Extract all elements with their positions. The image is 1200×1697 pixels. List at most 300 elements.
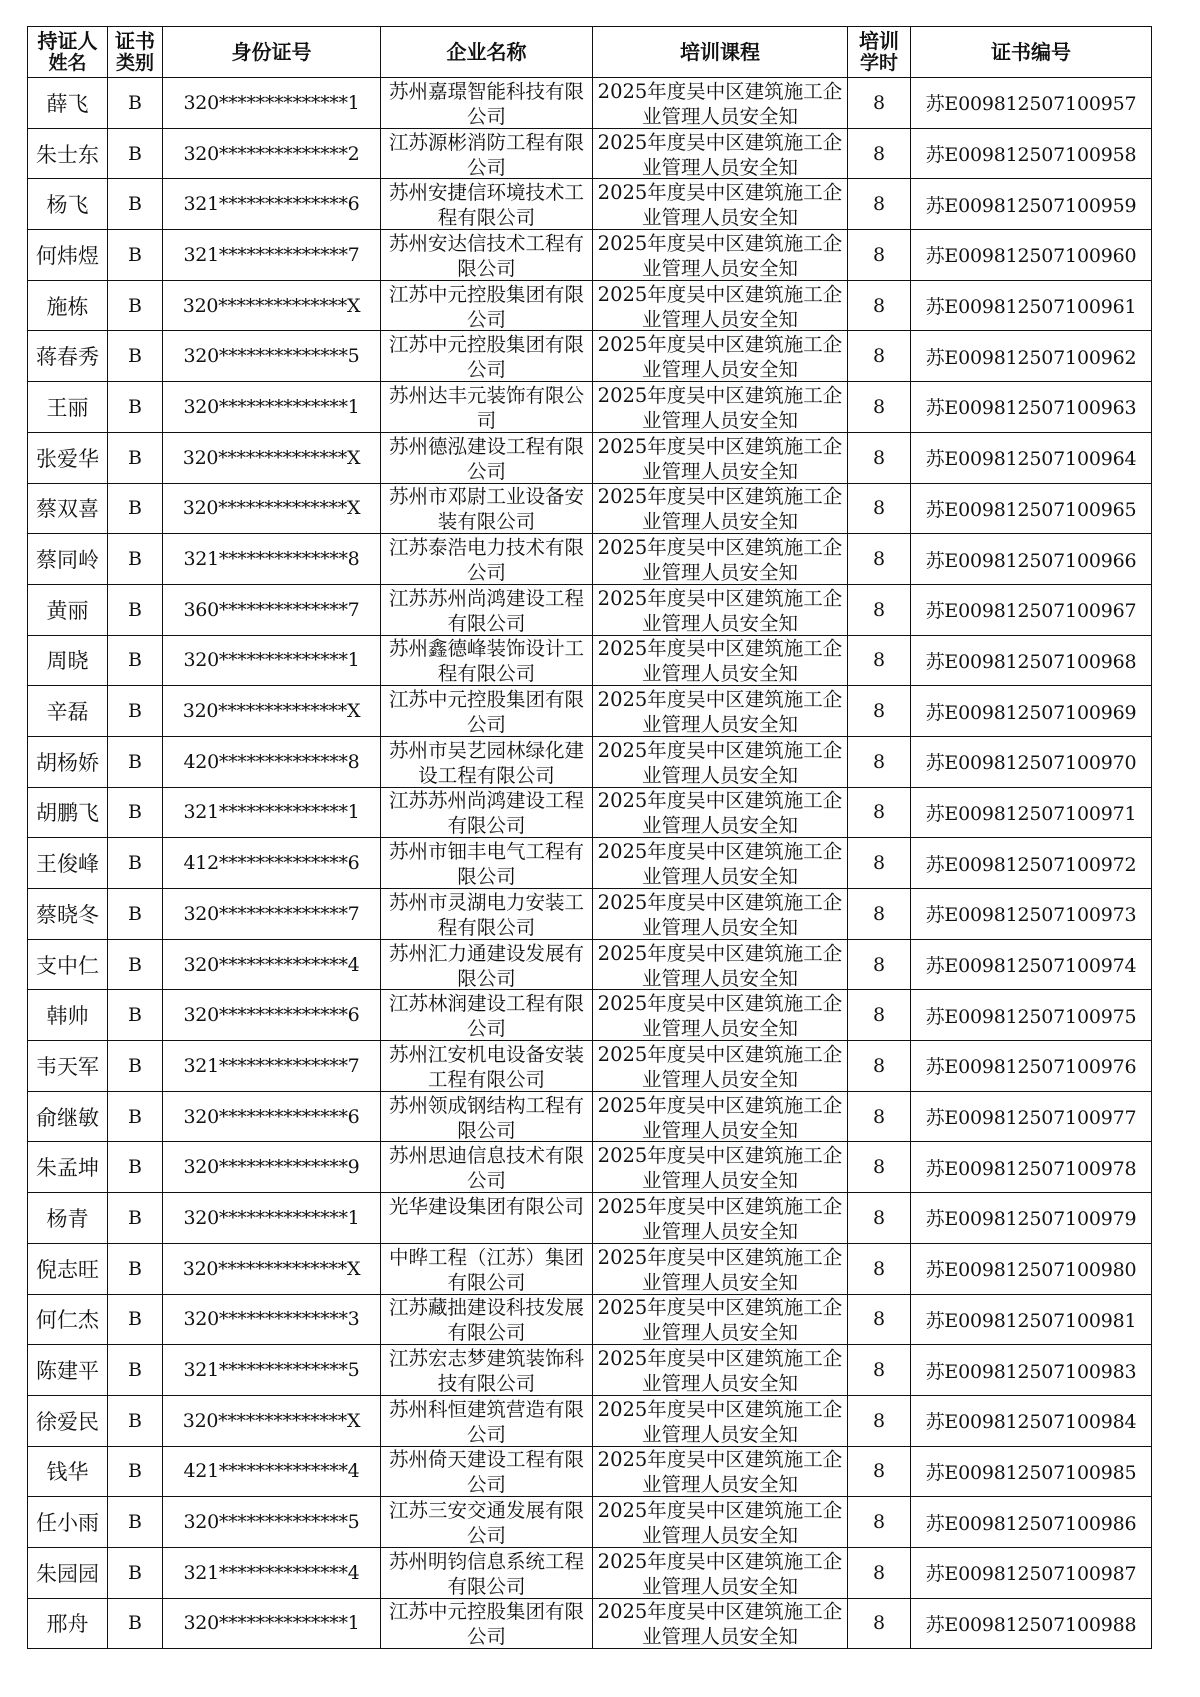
company-name-cell-text: 苏州领成钢结构工程有限公司	[388, 1093, 584, 1141]
certificate-category-cell: B	[108, 1041, 163, 1092]
certificate-number-cell: 苏E009812507100963	[911, 382, 1152, 433]
training-hours-cell: 8	[848, 534, 911, 585]
table-row	[28, 635, 1152, 686]
certificate-category-cell: B	[108, 1547, 163, 1598]
company-name-cell-text: 中晔工程（江苏）集团有限公司	[388, 1245, 584, 1293]
certificate-number-cell: 苏E009812507100979	[911, 1193, 1152, 1244]
table-row	[28, 534, 1152, 585]
company-name-cell-text: 苏州汇力通建设发展有限公司	[388, 941, 584, 989]
id-number-cell: 321**************6	[163, 179, 381, 230]
company-name-cell-text: 江苏中元控股集团有限公司	[388, 282, 584, 330]
certificate-category-cell: B	[108, 331, 163, 382]
certificate-number-cell: 苏E009812507100969	[911, 686, 1152, 737]
id-number-cell: 321**************7	[163, 1041, 381, 1092]
certificate-number-cell: 苏E009812507100959	[911, 179, 1152, 230]
id-number-cell: 412**************6	[163, 838, 381, 889]
training-course-cell	[593, 1193, 848, 1244]
training-course-cell	[593, 889, 848, 940]
id-number-cell: 321**************7	[163, 230, 381, 281]
table-body	[28, 78, 1152, 1649]
training-course-cell-text: 2025年度吴中区建筑施工企业管理人员安全知	[597, 586, 843, 634]
certificate-number-cell: 苏E009812507100972	[911, 838, 1152, 889]
certificate-number-cell: 苏E009812507100985	[911, 1446, 1152, 1497]
table-row	[28, 939, 1152, 990]
id-number-cell: 320**************1	[163, 1598, 381, 1649]
holder-name-cell: 钱华	[28, 1446, 108, 1497]
training-hours-cell: 8	[848, 787, 911, 838]
company-name-cell	[381, 1497, 593, 1548]
certificate-number-cell: 苏E009812507100981	[911, 1294, 1152, 1345]
holder-name-cell: 倪志旺	[28, 1243, 108, 1294]
training-hours-cell: 8	[848, 584, 911, 635]
training-course-cell-text: 2025年度吴中区建筑施工企业管理人员安全知	[597, 688, 843, 736]
training-course-cell	[593, 838, 848, 889]
company-name-cell	[381, 1041, 593, 1092]
certificate-category-cell: B	[108, 686, 163, 737]
certificate-category-cell: B	[108, 1091, 163, 1142]
training-course-cell	[593, 1345, 848, 1396]
certificate-category-cell: B	[108, 939, 163, 990]
table-row	[28, 331, 1152, 382]
training-hours-cell: 8	[848, 1142, 911, 1193]
training-course-cell-text: 2025年度吴中区建筑施工企业管理人员安全知	[597, 1347, 843, 1395]
id-number-cell: 320**************2	[163, 128, 381, 179]
training-hours-cell: 8	[848, 1243, 911, 1294]
training-course-cell	[593, 331, 848, 382]
id-number-cell: 320**************X	[163, 432, 381, 483]
training-course-cell-text: 2025年度吴中区建筑施工企业管理人员安全知	[597, 1600, 843, 1648]
table-row	[28, 280, 1152, 331]
company-name-cell	[381, 483, 593, 534]
company-name-cell	[381, 1446, 593, 1497]
training-hours-cell: 8	[848, 889, 911, 940]
training-course-cell-text: 2025年度吴中区建筑施工企业管理人员安全知	[597, 333, 843, 381]
certificate-number-cell: 苏E009812507100970	[911, 736, 1152, 787]
company-name-cell-text: 江苏三安交通发展有限公司	[388, 1499, 584, 1547]
company-name-cell	[381, 1345, 593, 1396]
table-row	[28, 1395, 1152, 1446]
holder-name-cell: 薛飞	[28, 78, 108, 129]
holder-name-cell: 陈建平	[28, 1345, 108, 1396]
training-course-cell	[593, 584, 848, 635]
training-hours-cell: 8	[848, 736, 911, 787]
training-course-cell	[593, 635, 848, 686]
training-course-cell	[593, 1091, 848, 1142]
certificate-number-cell: 苏E009812507100962	[911, 331, 1152, 382]
header-course: 培训课程	[593, 27, 848, 78]
table-row	[28, 584, 1152, 635]
id-number-cell: 320**************X	[163, 483, 381, 534]
certificate-category-cell: B	[108, 128, 163, 179]
certificate-category-cell: B	[108, 1446, 163, 1497]
holder-name-cell: 蔡双喜	[28, 483, 108, 534]
header-name: 持证人 姓名	[28, 27, 108, 78]
certificate-number-cell: 苏E009812507100971	[911, 787, 1152, 838]
header-id-number: 身份证号	[163, 27, 381, 78]
training-course-cell-text: 2025年度吴中区建筑施工企业管理人员安全知	[597, 738, 843, 786]
table-row	[28, 1345, 1152, 1396]
training-course-cell	[593, 787, 848, 838]
holder-name-cell: 韦天军	[28, 1041, 108, 1092]
certificate-category-cell: B	[108, 382, 163, 433]
company-name-cell-text: 苏州市灵湖电力安装工程有限公司	[388, 890, 584, 938]
table-row	[28, 889, 1152, 940]
certificate-category-cell: B	[108, 1598, 163, 1649]
certificate-category-cell: B	[108, 78, 163, 129]
training-course-cell-text: 2025年度吴中区建筑施工企业管理人员安全知	[597, 1194, 843, 1242]
holder-name-cell: 朱孟坤	[28, 1142, 108, 1193]
training-hours-cell: 8	[848, 1446, 911, 1497]
training-hours-cell: 8	[848, 331, 911, 382]
certificate-category-cell: B	[108, 179, 163, 230]
company-name-cell-text: 苏州德泓建设工程有限公司	[388, 434, 584, 482]
training-hours-cell: 8	[848, 382, 911, 433]
training-hours-cell: 8	[848, 1395, 911, 1446]
training-hours-cell: 8	[848, 838, 911, 889]
training-course-cell	[593, 128, 848, 179]
holder-name-cell: 支中仁	[28, 939, 108, 990]
certificate-number-cell: 苏E009812507100980	[911, 1243, 1152, 1294]
table-row	[28, 838, 1152, 889]
training-course-cell	[593, 939, 848, 990]
training-hours-cell: 8	[848, 1497, 911, 1548]
company-name-cell-text: 苏州明钧信息系统工程有限公司	[388, 1549, 584, 1597]
training-hours-cell: 8	[848, 280, 911, 331]
training-hours-cell: 8	[848, 1041, 911, 1092]
training-course-cell	[593, 1395, 848, 1446]
company-name-cell-text: 苏州科恒建筑营造有限公司	[388, 1397, 584, 1445]
holder-name-cell: 蔡同岭	[28, 534, 108, 585]
certificate-number-cell: 苏E009812507100964	[911, 432, 1152, 483]
company-name-cell-text: 江苏中元控股集团有限公司	[388, 688, 584, 736]
company-name-cell-text: 苏州市吴艺园林绿化建设工程有限公司	[388, 738, 584, 786]
training-course-cell-text: 2025年度吴中区建筑施工企业管理人员安全知	[597, 1093, 843, 1141]
certificate-number-cell: 苏E009812507100975	[911, 990, 1152, 1041]
holder-name-cell: 杨青	[28, 1193, 108, 1244]
training-course-cell	[593, 432, 848, 483]
id-number-cell: 320**************9	[163, 1142, 381, 1193]
training-course-cell-text: 2025年度吴中区建筑施工企业管理人员安全知	[597, 536, 843, 584]
certificate-number-cell: 苏E009812507100977	[911, 1091, 1152, 1142]
training-course-cell-text: 2025年度吴中区建筑施工企业管理人员安全知	[597, 434, 843, 482]
certificate-category-cell: B	[108, 787, 163, 838]
training-course-cell	[593, 78, 848, 129]
company-name-cell-text: 苏州嘉璟智能科技有限公司	[388, 79, 584, 127]
company-name-cell	[381, 331, 593, 382]
company-name-cell-text: 苏州安达信技术工程有限公司	[388, 231, 584, 279]
holder-name-cell: 何炜煜	[28, 230, 108, 281]
company-name-cell-text: 苏州市邓尉工业设备安装有限公司	[388, 485, 584, 533]
holder-name-cell: 俞继敏	[28, 1091, 108, 1142]
id-number-cell: 320**************1	[163, 78, 381, 129]
id-number-cell: 421**************4	[163, 1446, 381, 1497]
certificate-number-cell: 苏E009812507100988	[911, 1598, 1152, 1649]
training-course-cell	[593, 736, 848, 787]
company-name-cell	[381, 432, 593, 483]
company-name-cell-text: 苏州鑫德峰装饰设计工程有限公司	[388, 637, 584, 685]
holder-name-cell: 施栋	[28, 280, 108, 331]
training-hours-cell: 8	[848, 1547, 911, 1598]
company-name-cell	[381, 280, 593, 331]
certificate-roster-table	[27, 26, 1152, 1649]
certificate-category-cell: B	[108, 635, 163, 686]
training-course-cell	[593, 483, 848, 534]
company-name-cell	[381, 1193, 593, 1244]
training-course-cell-text: 2025年度吴中区建筑施工企业管理人员安全知	[597, 992, 843, 1040]
company-name-cell-text: 苏州市钿丰电气工程有限公司	[388, 840, 584, 888]
header-category: 证书 类别	[108, 27, 163, 78]
company-name-cell-text: 光华建设集团有限公司	[388, 1194, 584, 1218]
training-course-cell-text: 2025年度吴中区建筑施工企业管理人员安全知	[597, 1144, 843, 1192]
training-course-cell-text: 2025年度吴中区建筑施工企业管理人员安全知	[597, 789, 843, 837]
certificate-category-cell: B	[108, 1345, 163, 1396]
training-course-cell	[593, 1142, 848, 1193]
training-hours-cell: 8	[848, 939, 911, 990]
training-hours-cell: 8	[848, 635, 911, 686]
company-name-cell	[381, 990, 593, 1041]
certificate-number-cell: 苏E009812507100966	[911, 534, 1152, 585]
training-course-cell	[593, 1294, 848, 1345]
training-course-cell	[593, 1041, 848, 1092]
header-certificate-number: 证书编号	[911, 27, 1152, 78]
certificate-category-cell: B	[108, 1395, 163, 1446]
training-course-cell-text: 2025年度吴中区建筑施工企业管理人员安全知	[597, 383, 843, 431]
company-name-cell	[381, 78, 593, 129]
training-course-cell-text: 2025年度吴中区建筑施工企业管理人员安全知	[597, 840, 843, 888]
table-row	[28, 1142, 1152, 1193]
certificate-number-cell: 苏E009812507100973	[911, 889, 1152, 940]
company-name-cell	[381, 686, 593, 737]
table-row	[28, 1547, 1152, 1598]
holder-name-cell: 蒋春秀	[28, 331, 108, 382]
training-course-cell-text: 2025年度吴中区建筑施工企业管理人员安全知	[597, 890, 843, 938]
training-course-cell	[593, 1598, 848, 1649]
company-name-cell	[381, 838, 593, 889]
holder-name-cell: 杨飞	[28, 179, 108, 230]
table-row	[28, 230, 1152, 281]
company-name-cell	[381, 584, 593, 635]
certificate-number-cell: 苏E009812507100983	[911, 1345, 1152, 1396]
certificate-category-cell: B	[108, 1294, 163, 1345]
certificate-number-cell: 苏E009812507100968	[911, 635, 1152, 686]
company-name-cell	[381, 534, 593, 585]
table-row	[28, 1598, 1152, 1649]
table-row	[28, 686, 1152, 737]
certificate-category-cell: B	[108, 1142, 163, 1193]
training-course-cell	[593, 179, 848, 230]
certificate-number-cell: 苏E009812507100965	[911, 483, 1152, 534]
table-row	[28, 1294, 1152, 1345]
id-number-cell: 320**************5	[163, 331, 381, 382]
training-course-cell-text: 2025年度吴中区建筑施工企业管理人员安全知	[597, 1042, 843, 1090]
id-number-cell: 320**************X	[163, 1243, 381, 1294]
certificate-category-cell: B	[108, 280, 163, 331]
training-hours-cell: 8	[848, 1294, 911, 1345]
table-row	[28, 432, 1152, 483]
table-row	[28, 787, 1152, 838]
company-name-cell-text: 江苏中元控股集团有限公司	[388, 333, 584, 381]
training-course-cell-text: 2025年度吴中区建筑施工企业管理人员安全知	[597, 79, 843, 127]
holder-name-cell: 胡鹏飞	[28, 787, 108, 838]
certificate-number-cell: 苏E009812507100957	[911, 78, 1152, 129]
holder-name-cell: 朱士东	[28, 128, 108, 179]
company-name-cell-text: 江苏林润建设工程有限公司	[388, 992, 584, 1040]
holder-name-cell: 王俊峰	[28, 838, 108, 889]
training-course-cell	[593, 990, 848, 1041]
training-hours-cell: 8	[848, 78, 911, 129]
training-hours-cell: 8	[848, 1345, 911, 1396]
table-row	[28, 1091, 1152, 1142]
holder-name-cell: 王丽	[28, 382, 108, 433]
id-number-cell: 360**************7	[163, 584, 381, 635]
certificate-number-cell: 苏E009812507100958	[911, 128, 1152, 179]
holder-name-cell: 朱园园	[28, 1547, 108, 1598]
company-name-cell-text: 江苏宏志梦建筑装饰科技有限公司	[388, 1347, 584, 1395]
id-number-cell: 420**************8	[163, 736, 381, 787]
company-name-cell	[381, 179, 593, 230]
training-course-cell-text: 2025年度吴中区建筑施工企业管理人员安全知	[597, 181, 843, 229]
holder-name-cell: 辛磊	[28, 686, 108, 737]
certificate-category-cell: B	[108, 736, 163, 787]
training-hours-cell: 8	[848, 686, 911, 737]
certificate-category-cell: B	[108, 838, 163, 889]
table-row	[28, 179, 1152, 230]
header-hours: 培训 学时	[848, 27, 911, 78]
company-name-cell	[381, 1294, 593, 1345]
id-number-cell: 320**************3	[163, 1294, 381, 1345]
company-name-cell	[381, 787, 593, 838]
company-name-cell	[381, 1395, 593, 1446]
training-course-cell-text: 2025年度吴中区建筑施工企业管理人员安全知	[597, 941, 843, 989]
company-name-cell	[381, 889, 593, 940]
certificate-number-cell: 苏E009812507100961	[911, 280, 1152, 331]
holder-name-cell: 张爱华	[28, 432, 108, 483]
table-row	[28, 1446, 1152, 1497]
holder-name-cell: 韩帅	[28, 990, 108, 1041]
training-course-cell	[593, 1243, 848, 1294]
certificate-number-cell: 苏E009812507100984	[911, 1395, 1152, 1446]
holder-name-cell: 黄丽	[28, 584, 108, 635]
table-row	[28, 1497, 1152, 1548]
training-course-cell	[593, 280, 848, 331]
certificate-category-cell: B	[108, 584, 163, 635]
certificate-number-cell: 苏E009812507100986	[911, 1497, 1152, 1548]
training-course-cell-text: 2025年度吴中区建筑施工企业管理人员安全知	[597, 1499, 843, 1547]
training-course-cell	[593, 1547, 848, 1598]
table-row	[28, 78, 1152, 129]
company-name-cell-text: 江苏苏州尚鸿建设工程有限公司	[388, 586, 584, 634]
training-course-cell	[593, 382, 848, 433]
company-name-cell	[381, 230, 593, 281]
table-row	[28, 382, 1152, 433]
certificate-category-cell: B	[108, 1193, 163, 1244]
certificate-number-cell: 苏E009812507100960	[911, 230, 1152, 281]
company-name-cell	[381, 635, 593, 686]
header-row	[28, 27, 1152, 78]
id-number-cell: 320**************4	[163, 939, 381, 990]
holder-name-cell: 任小雨	[28, 1497, 108, 1548]
company-name-cell-text: 苏州江安机电设备安装工程有限公司	[388, 1042, 584, 1090]
company-name-cell-text: 苏州思迪信息技术有限公司	[388, 1144, 584, 1192]
company-name-cell-text: 江苏中元控股集团有限公司	[388, 1600, 584, 1648]
company-name-cell	[381, 1142, 593, 1193]
company-name-cell	[381, 939, 593, 990]
holder-name-cell: 邢舟	[28, 1598, 108, 1649]
id-number-cell: 320**************1	[163, 382, 381, 433]
id-number-cell: 320**************6	[163, 1091, 381, 1142]
company-name-cell-text: 苏州倚天建设工程有限公司	[388, 1448, 584, 1496]
training-course-cell	[593, 686, 848, 737]
header-company: 企业名称	[381, 27, 593, 78]
id-number-cell: 320**************7	[163, 889, 381, 940]
id-number-cell: 321**************1	[163, 787, 381, 838]
company-name-cell	[381, 128, 593, 179]
certificate-number-cell: 苏E009812507100976	[911, 1041, 1152, 1092]
company-name-cell-text: 江苏源彬消防工程有限公司	[388, 130, 584, 178]
id-number-cell: 320**************1	[163, 635, 381, 686]
training-course-cell-text: 2025年度吴中区建筑施工企业管理人员安全知	[597, 1296, 843, 1344]
certificate-number-cell: 苏E009812507100978	[911, 1142, 1152, 1193]
certificate-category-cell: B	[108, 990, 163, 1041]
company-name-cell-text: 江苏苏州尚鸿建设工程有限公司	[388, 789, 584, 837]
training-hours-cell: 8	[848, 128, 911, 179]
certificate-number-cell: 苏E009812507100987	[911, 1547, 1152, 1598]
holder-name-cell: 胡杨娇	[28, 736, 108, 787]
training-hours-cell: 8	[848, 432, 911, 483]
certificate-category-cell: B	[108, 534, 163, 585]
id-number-cell: 320**************6	[163, 990, 381, 1041]
training-course-cell	[593, 230, 848, 281]
company-name-cell	[381, 1243, 593, 1294]
table-row	[28, 483, 1152, 534]
table-row	[28, 1243, 1152, 1294]
table-row	[28, 1193, 1152, 1244]
table-row	[28, 990, 1152, 1041]
training-hours-cell: 8	[848, 1091, 911, 1142]
certificate-number-cell: 苏E009812507100974	[911, 939, 1152, 990]
training-hours-cell: 8	[848, 179, 911, 230]
holder-name-cell: 蔡晓冬	[28, 889, 108, 940]
certificate-category-cell: B	[108, 889, 163, 940]
training-hours-cell: 8	[848, 1598, 911, 1649]
company-name-cell	[381, 736, 593, 787]
company-name-cell	[381, 1598, 593, 1649]
company-name-cell	[381, 1547, 593, 1598]
table-row	[28, 128, 1152, 179]
training-course-cell-text: 2025年度吴中区建筑施工企业管理人员安全知	[597, 1549, 843, 1597]
id-number-cell: 321**************8	[163, 534, 381, 585]
training-hours-cell: 8	[848, 990, 911, 1041]
table-row	[28, 1041, 1152, 1092]
training-course-cell-text: 2025年度吴中区建筑施工企业管理人员安全知	[597, 1448, 843, 1496]
certificate-category-cell: B	[108, 230, 163, 281]
certificate-category-cell: B	[108, 483, 163, 534]
company-name-cell-text: 苏州达丰元装饰有限公司	[388, 383, 584, 431]
training-hours-cell: 8	[848, 483, 911, 534]
training-course-cell-text: 2025年度吴中区建筑施工企业管理人员安全知	[597, 231, 843, 279]
company-name-cell-text: 江苏藏拙建设科技发展有限公司	[388, 1296, 584, 1344]
id-number-cell: 321**************5	[163, 1345, 381, 1396]
company-name-cell-text: 江苏泰浩电力技术有限公司	[388, 536, 584, 584]
company-name-cell-text: 苏州安捷信环境技术工程有限公司	[388, 181, 584, 229]
certificate-number-cell: 苏E009812507100967	[911, 584, 1152, 635]
holder-name-cell: 徐爱民	[28, 1395, 108, 1446]
company-name-cell	[381, 1091, 593, 1142]
id-number-cell: 320**************5	[163, 1497, 381, 1548]
training-course-cell-text: 2025年度吴中区建筑施工企业管理人员安全知	[597, 1245, 843, 1293]
certificate-category-cell: B	[108, 1243, 163, 1294]
id-number-cell: 320**************X	[163, 1395, 381, 1446]
